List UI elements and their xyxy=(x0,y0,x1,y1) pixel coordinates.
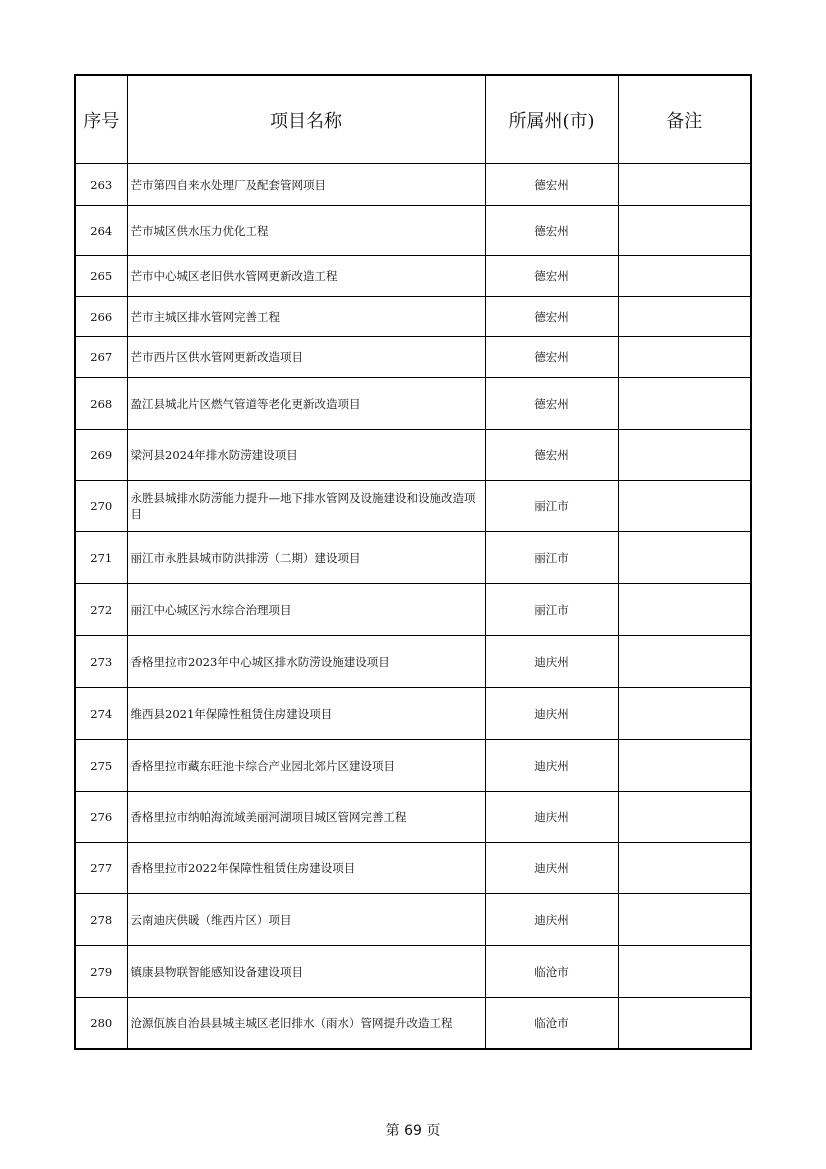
table-row xyxy=(75,378,751,430)
row-region: 迪庆州 xyxy=(485,688,618,740)
row-index: 268 xyxy=(75,378,127,430)
row-remarks xyxy=(618,430,751,481)
row-index: 275 xyxy=(75,740,127,792)
row-remarks xyxy=(618,584,751,636)
row-project-name: 永胜县城排水防涝能力提升—地下排水管网及设施建设和设施改造项目 xyxy=(127,481,485,532)
row-remarks xyxy=(618,481,751,532)
row-remarks xyxy=(618,256,751,297)
row-region: 丽江市 xyxy=(485,584,618,636)
row-remarks xyxy=(618,688,751,740)
row-project-name: 芒市城区供水压力优化工程 xyxy=(127,206,485,256)
table-row xyxy=(75,430,751,481)
page-number: 第 69 页 xyxy=(385,1123,441,1139)
row-remarks xyxy=(618,378,751,430)
row-remarks xyxy=(618,636,751,688)
header-project-name: 项目名称 xyxy=(127,75,485,164)
table-row xyxy=(75,946,751,998)
row-region: 丽江市 xyxy=(485,532,618,584)
row-remarks xyxy=(618,337,751,378)
row-index: 279 xyxy=(75,946,127,998)
row-region: 德宏州 xyxy=(485,430,618,481)
table-row xyxy=(75,688,751,740)
row-region: 迪庆州 xyxy=(485,636,618,688)
row-region: 临沧市 xyxy=(485,998,618,1049)
row-project-name: 镇康县物联智能感知设备建设项目 xyxy=(127,946,485,998)
row-remarks xyxy=(618,164,751,206)
row-remarks xyxy=(618,792,751,843)
row-index: 273 xyxy=(75,636,127,688)
row-project-name: 丽江市永胜县城市防洪排涝（二期）建设项目 xyxy=(127,532,485,584)
header-row xyxy=(75,75,751,164)
row-project-name: 香格里拉市藏东旺池卡综合产业园北郊片区建设项目 xyxy=(127,740,485,792)
row-project-name: 芒市中心城区老旧供水管网更新改造工程 xyxy=(127,256,485,297)
row-remarks xyxy=(618,740,751,792)
row-region: 德宏州 xyxy=(485,378,618,430)
row-remarks xyxy=(618,532,751,584)
header-index: 序号 xyxy=(75,75,127,164)
row-project-name: 盈江县城北片区燃气管道等老化更新改造项目 xyxy=(127,378,485,430)
row-project-name: 香格里拉市2022年保障性租赁住房建设项目 xyxy=(127,843,485,894)
row-project-name: 芒市西片区供水管网更新改造项目 xyxy=(127,337,485,378)
row-remarks xyxy=(618,998,751,1049)
row-remarks xyxy=(618,843,751,894)
row-remarks xyxy=(618,297,751,337)
row-index: 274 xyxy=(75,688,127,740)
table-row xyxy=(75,792,751,843)
table-row xyxy=(75,843,751,894)
table-row xyxy=(75,206,751,256)
row-index: 277 xyxy=(75,843,127,894)
project-table xyxy=(74,74,752,1050)
header-remarks: 备注 xyxy=(618,75,751,164)
row-region: 德宏州 xyxy=(485,297,618,337)
row-index: 263 xyxy=(75,164,127,206)
row-region: 临沧市 xyxy=(485,946,618,998)
row-remarks xyxy=(618,206,751,256)
row-index: 278 xyxy=(75,894,127,946)
table-row xyxy=(75,164,751,206)
table-row xyxy=(75,998,751,1049)
table-row xyxy=(75,894,751,946)
table-row xyxy=(75,481,751,532)
row-index: 276 xyxy=(75,792,127,843)
row-index: 269 xyxy=(75,430,127,481)
table-row xyxy=(75,532,751,584)
row-project-name: 香格里拉市纳帕海流域美丽河湖项目城区管网完善工程 xyxy=(127,792,485,843)
row-project-name: 沧源佤族自治县县城主城区老旧排水（雨水）管网提升改造工程 xyxy=(127,998,485,1049)
row-project-name: 云南迪庆供暖（维西片区）项目 xyxy=(127,894,485,946)
table-row xyxy=(75,584,751,636)
table-row xyxy=(75,740,751,792)
row-region: 迪庆州 xyxy=(485,894,618,946)
row-index: 271 xyxy=(75,532,127,584)
row-project-name: 芒市第四自来水处理厂及配套管网项目 xyxy=(127,164,485,206)
row-project-name: 梁河县2024年排水防涝建设项目 xyxy=(127,430,485,481)
row-region: 丽江市 xyxy=(485,481,618,532)
row-project-name: 芒市主城区排水管网完善工程 xyxy=(127,297,485,337)
row-region: 德宏州 xyxy=(485,206,618,256)
row-region: 德宏州 xyxy=(485,337,618,378)
row-region: 迪庆州 xyxy=(485,843,618,894)
row-project-name: 维西县2021年保障性租赁住房建设项目 xyxy=(127,688,485,740)
row-remarks xyxy=(618,946,751,998)
row-project-name: 香格里拉市2023年中心城区排水防涝设施建设项目 xyxy=(127,636,485,688)
row-remarks xyxy=(618,894,751,946)
row-region: 德宏州 xyxy=(485,256,618,297)
row-index: 265 xyxy=(75,256,127,297)
row-index: 270 xyxy=(75,481,127,532)
row-project-name: 丽江中心城区污水综合治理项目 xyxy=(127,584,485,636)
row-index: 266 xyxy=(75,297,127,337)
row-region: 迪庆州 xyxy=(485,792,618,843)
row-index: 280 xyxy=(75,998,127,1049)
row-index: 267 xyxy=(75,337,127,378)
row-index: 272 xyxy=(75,584,127,636)
row-region: 德宏州 xyxy=(485,164,618,206)
table-row xyxy=(75,297,751,337)
header-region: 所属州(市) xyxy=(485,75,618,164)
row-region: 迪庆州 xyxy=(485,740,618,792)
table-row xyxy=(75,256,751,297)
row-index: 264 xyxy=(75,206,127,256)
table-row xyxy=(75,636,751,688)
table-row xyxy=(75,337,751,378)
